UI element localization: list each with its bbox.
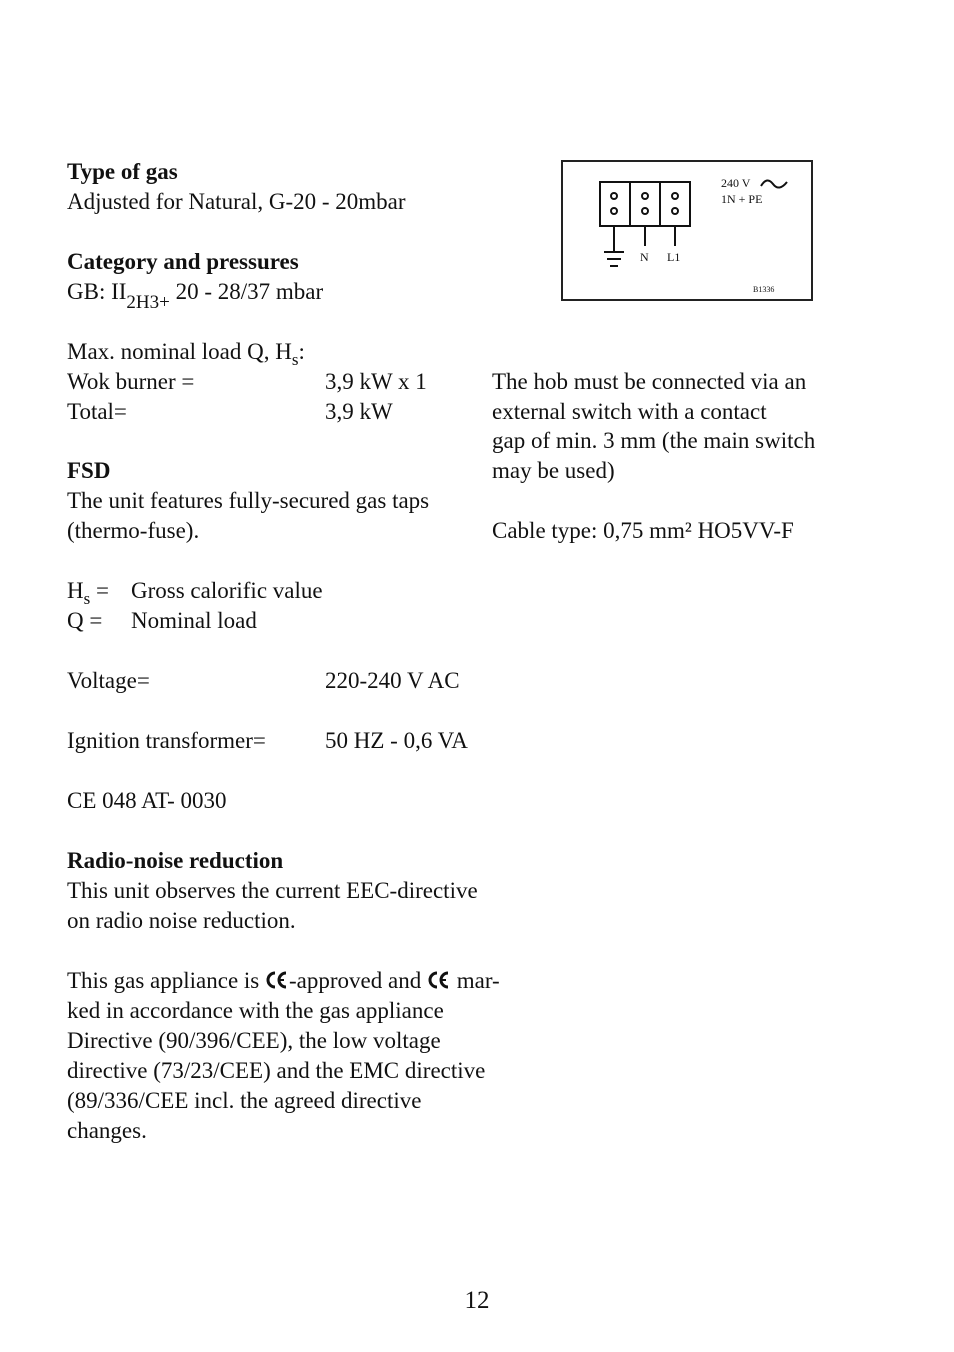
ignition-value: 50 HZ - 0,6 VA (325, 728, 468, 753)
legend-hs-eq: = (90, 578, 109, 603)
max-load-sub: s (291, 350, 299, 369)
approval-line2: ked in accordance with the gas appliance (67, 998, 444, 1023)
voltage-value: 220-240 V AC (325, 668, 460, 693)
wok-burner-label: Wok burner = (67, 369, 195, 394)
legend-hs-sub: s (83, 589, 91, 608)
legend-q-letter: Q (67, 608, 84, 633)
approval-line4: directive (73/23/CEE) and the EMC directive (67, 1058, 486, 1083)
radio-line2: on radio noise reduction. (67, 908, 296, 933)
total-label: Total= (67, 399, 127, 424)
radio-line1: This unit observes the current EEC-directive (67, 878, 478, 903)
radio-heading: Radio-noise reduction (67, 848, 284, 873)
category-text (67, 277, 324, 313)
total-value: 3,9 kW (325, 399, 393, 424)
diagram-voltage: 240 V (721, 176, 751, 190)
approval-line6: changes. (67, 1118, 147, 1143)
connection-line4: may be used) (492, 458, 615, 483)
max-load-label (67, 337, 305, 369)
terminal-block-icon (563, 162, 811, 299)
fsd-line2: (thermo-fuse). (67, 518, 200, 543)
fsd-line1: The unit features fully-secured gas taps (67, 488, 430, 513)
connection-line1: The hob must be connected via an (492, 369, 807, 394)
ignition-label: Ignition transformer= (67, 728, 266, 753)
legend-hs-text: Gross calorific value (131, 578, 323, 603)
legend-hs-letter: H (67, 578, 84, 603)
approval-text-c: mar- (450, 968, 500, 993)
category-heading: Category and pressures (67, 249, 299, 274)
category-subscript: 2H3+ (126, 292, 170, 313)
approval-text-b: -approved and (289, 968, 427, 993)
approval-line3: Directive (90/396/CEE), the low voltage (67, 1028, 441, 1053)
type-of-gas-heading: Type of gas (67, 159, 178, 184)
max-load-colon: : (298, 339, 305, 364)
legend-q-eq: = (83, 608, 103, 633)
diagram-supply: 1N + PE (721, 192, 763, 206)
ce-mark-icon (265, 969, 289, 991)
legend-q-symbol (67, 606, 102, 636)
ce-mark-icon (427, 969, 451, 991)
category-suffix: 20 - 28/37 mbar (169, 279, 324, 304)
wiring-diagram (561, 160, 813, 301)
page-number: 12 (464, 1287, 490, 1314)
cable-type: Cable type: 0,75 mm² HO5VV-F (492, 518, 794, 543)
connection-line3: gap of min. 3 mm (the main switch (492, 428, 816, 453)
fsd-heading: FSD (67, 458, 111, 483)
max-load-text: Max. nominal load Q, H (67, 339, 292, 364)
type-of-gas-text: Adjusted for Natural, G-20 - 20mbar (67, 189, 406, 214)
ce-number: CE 048 AT- 0030 (67, 788, 227, 813)
diagram-terminal-l1: L1 (667, 250, 681, 264)
connection-line2: external switch with a contact (492, 399, 767, 424)
diagram-terminal-n: N (640, 250, 649, 264)
diagram-code: B1336 (753, 285, 775, 294)
voltage-label: Voltage= (67, 668, 150, 693)
approval-line1 (67, 966, 500, 996)
approval-line5: (89/336/CEE incl. the agreed directive (67, 1088, 422, 1113)
legend-q-text: Nominal load (131, 608, 257, 633)
ac-wave-icon (761, 180, 787, 187)
category-prefix: GB: II (67, 279, 127, 304)
approval-text-a: This gas appliance is (67, 968, 266, 993)
legend-hs-symbol (67, 576, 109, 608)
wok-burner-value: 3,9 kW x 1 (325, 369, 427, 394)
